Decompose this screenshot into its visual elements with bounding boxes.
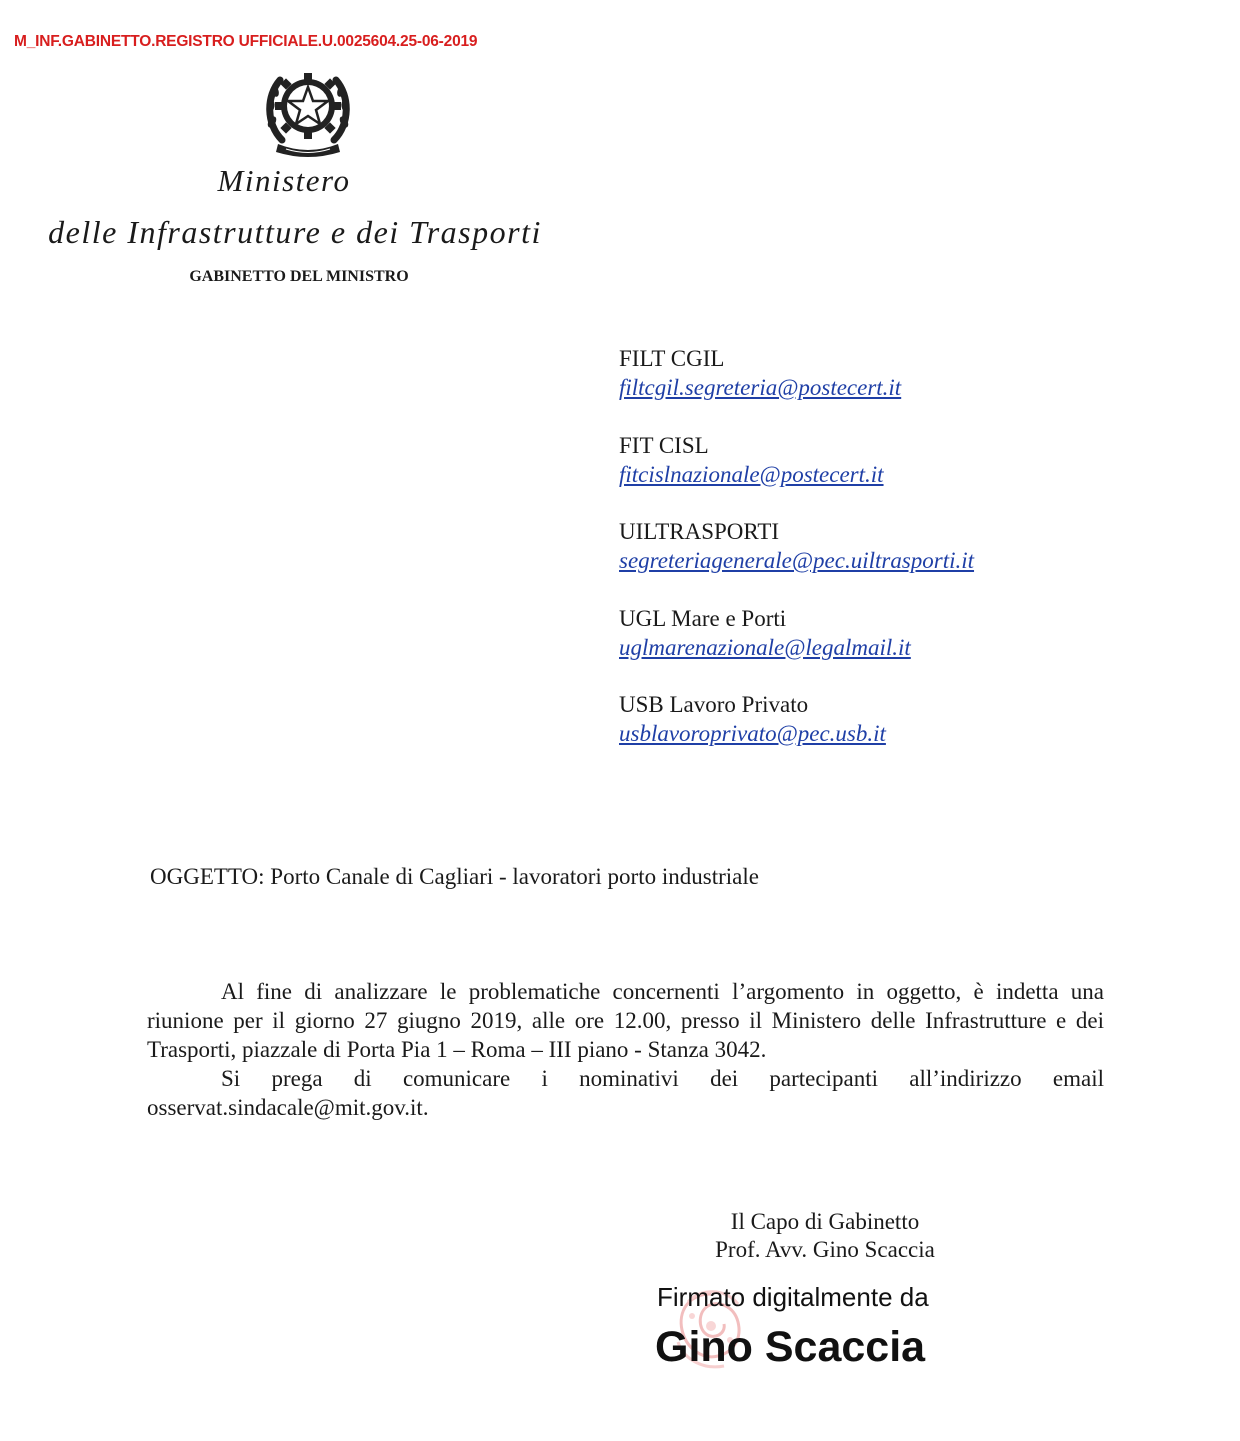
protocol-number: M_INF.GABINETTO.REGISTRO UFFICIALE.U.0025604.25-06-2019 — [14, 33, 478, 50]
recipient-item — [619, 690, 1219, 777]
recipient-item — [619, 517, 1219, 604]
recipient-email-link[interactable]: fitcislnazionale@postecert.it — [619, 461, 884, 487]
recipient-email-link[interactable]: filtcgil.segreteria@postecert.it — [619, 375, 902, 400]
recipient-item — [619, 344, 1219, 431]
ministry-name-line1: Ministero — [217, 163, 351, 198]
digital-signature-caption: Firmato digitalmente da — [657, 1282, 929, 1312]
recipient-item — [619, 604, 1219, 691]
recipient-name: FIT CISL — [619, 432, 709, 458]
recipient-name: FILT CGIL — [619, 346, 725, 371]
recipient-email-link[interactable]: uglmarenazionale@legalmail.it — [619, 634, 911, 660]
subject-line: OGGETTO: Porto Canale di Cagliari - lavoratori porto industriale — [150, 864, 759, 889]
recipient-name: UILTRASPORTI — [619, 519, 780, 544]
italian-republic-emblem-icon — [262, 62, 354, 162]
digital-signature-name: Gino Scaccia — [655, 1323, 926, 1371]
recipient-name: UGL Mare e Porti — [619, 605, 787, 631]
signatory-name: Prof. Avv. Gino Scaccia — [715, 1237, 935, 1262]
signatory-title: Il Capo di Gabinetto — [730, 1209, 920, 1234]
body-paragraph-1: Al fine di analizzare le problematiche concernenti l’argomento in oggetto, è indetta una riunione per il giorno 27 giugno 2019, alle ore 12.00, presso il Ministero delle Infrastrutture e dei Trasporti, piazzale di Porta Pia 1 – Roma – III piano - Stanza 3042. — [147, 979, 1104, 1062]
body-paragraph-2-line-2: osservat.sindacale@mit.gov.it. — [147, 1095, 429, 1120]
recipient-email-link[interactable]: segreteriagenerale@pec.uiltrasporti.it — [619, 548, 975, 573]
ministry-office: GABINETTO DEL MINISTRO — [189, 268, 409, 285]
recipient-email-link[interactable]: usblavoroprivato@pec.usb.it — [619, 721, 886, 746]
recipients-list — [619, 344, 1219, 777]
body-paragraph-2-line-1: Si prega di comunicare i nominativi dei partecipanti all’indirizzo email — [221, 1066, 1104, 1091]
recipient-item — [619, 431, 1219, 518]
ministry-name-line2: delle Infrastrutture e dei Trasporti — [48, 214, 542, 250]
letter-body — [147, 977, 1104, 1122]
recipient-name: USB Lavoro Privato — [619, 692, 809, 717]
